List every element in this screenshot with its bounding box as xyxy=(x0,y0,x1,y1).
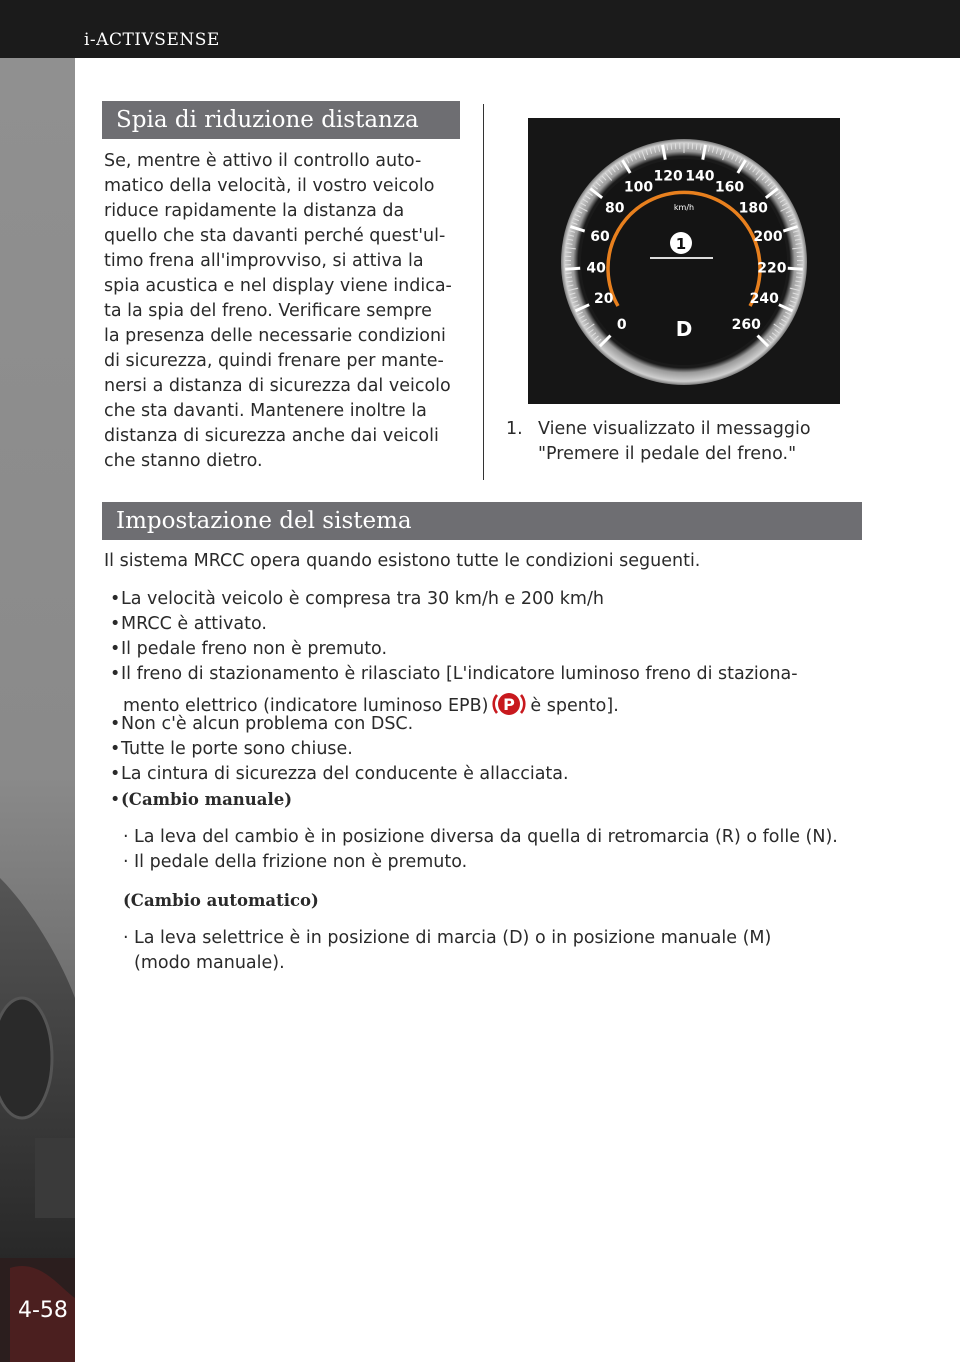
svg-text:P: P xyxy=(503,695,516,714)
paragraph-line: la presenza delle necessarie condizioni xyxy=(104,326,446,346)
paragraph-line: che sta davanti. Mantenere inoltre la xyxy=(104,401,427,421)
sub-list-item: · La leva selettrice è in posizione di marcia (D) o in posizione manuale (M) xyxy=(123,928,772,948)
section-header-distance-warning: Spia di riduzione distanza xyxy=(102,101,460,139)
list-item: •Il pedale freno non è premuto. xyxy=(110,639,388,659)
gauge-speed-label: 240 xyxy=(749,291,779,308)
paragraph-line: riduce rapidamente la distanza da xyxy=(104,201,405,221)
paragraph-line: matico della velocità, il vostro veicolo xyxy=(104,176,435,196)
list-item: •(Cambio manuale) xyxy=(110,790,293,810)
paragraph-line: timo frena all'improvviso, si attiva la xyxy=(104,251,424,271)
car-interior-image xyxy=(0,58,75,1362)
list-item: •MRCC è attivato. xyxy=(110,614,267,634)
caption-line: "Premere il pedale del freno." xyxy=(538,444,797,464)
list-item: •La velocità veicolo è compresa tra 30 km/h e 200 km/h xyxy=(110,589,604,609)
gauge-speed-label: 220 xyxy=(757,260,787,277)
paragraph-line: di sicurezza, quindi frenare per mante- xyxy=(104,351,444,371)
automatic-heading: (Cambio automatico) xyxy=(123,891,319,910)
gauge-speed-label: 80 xyxy=(604,200,625,217)
gauge-speed-label: 160 xyxy=(714,179,745,196)
page-number: 4-58 xyxy=(18,1298,68,1323)
gauge-minor-tick xyxy=(796,273,802,274)
gauge-minor-tick xyxy=(671,144,672,150)
epb-indicator-icon xyxy=(492,689,526,719)
speedometer-illustration xyxy=(528,118,840,404)
sub-list-item: · La leva del cambio è in posizione diversa da quella di retromarcia (R) o folle (N). xyxy=(123,827,838,847)
paragraph-line: nersi a distanza di sicurezza dal veicolo xyxy=(104,376,451,396)
paragraph-line: Se, mentre è attivo il controllo auto- xyxy=(104,151,422,171)
gauge-speed-label: 180 xyxy=(738,200,768,217)
sub-list-item-continuation: (modo manuale). xyxy=(134,953,285,973)
gauge-speed-label: 140 xyxy=(685,168,715,185)
gauge-speed-label: 60 xyxy=(590,228,610,245)
caption-line: Viene visualizzato il messaggio xyxy=(538,419,811,439)
gauge-minor-tick xyxy=(797,252,803,253)
gauge-speed-label: 40 xyxy=(586,260,606,277)
section-header-system-settings: Impostazione del sistema xyxy=(102,502,862,540)
chapter-title: i-ACTIVSENSE xyxy=(84,30,220,50)
gauge-speed-label: 200 xyxy=(753,228,783,245)
section2-intro: Il sistema MRCC opera quando esistono tutte le condizioni seguenti. xyxy=(104,551,701,571)
list-item: •Il freno di stazionamento è rilasciato [L'indicatore luminoso freno di staziona- xyxy=(110,664,798,684)
paragraph-line: quello che sta davanti perché quest'ul- xyxy=(104,226,446,246)
speedometer-gauge xyxy=(528,118,840,404)
gauge-speed-label: 20 xyxy=(594,291,614,308)
gauge-minor-tick xyxy=(565,252,571,253)
list-item: •Non c'è alcun problema con DSC. xyxy=(110,714,414,734)
speed-unit-label: km/h xyxy=(673,203,695,212)
top-bar xyxy=(0,0,960,58)
gauge-speed-label: 120 xyxy=(653,168,683,185)
gauge-minor-tick xyxy=(696,144,697,150)
gauge-speed-label: 100 xyxy=(623,179,654,196)
sidebar-image xyxy=(0,58,75,1362)
caption-number: 1. xyxy=(506,419,523,439)
paragraph-line: ta la spia del freno. Verificare sempre xyxy=(104,301,432,321)
list-item: •Tutte le porte sono chiuse. xyxy=(110,739,353,759)
paragraph-line: che stanno dietro. xyxy=(104,451,263,471)
gauge-speed-label: 0 xyxy=(616,317,627,334)
paragraph-line: spia acustica e nel display viene indica- xyxy=(104,276,452,296)
gauge-major-tick xyxy=(788,268,803,269)
list-item: •La cintura di sicurezza del conducente è allacciata. xyxy=(110,764,569,784)
gear-indicator: D xyxy=(675,317,693,341)
column-divider xyxy=(483,104,484,480)
callout-number: 1 xyxy=(675,235,687,253)
gauge-speed-label: 260 xyxy=(731,317,761,334)
list-item-continuation: mento elettrico (indicatore luminoso EPB) P è spento]. xyxy=(123,689,619,719)
sub-list-item: · Il pedale della frizione non è premuto. xyxy=(123,852,468,872)
gauge-major-tick xyxy=(565,268,580,269)
gauge-minor-tick xyxy=(566,273,572,274)
paragraph-line: distanza di sicurezza anche dai veicoli xyxy=(104,426,439,446)
